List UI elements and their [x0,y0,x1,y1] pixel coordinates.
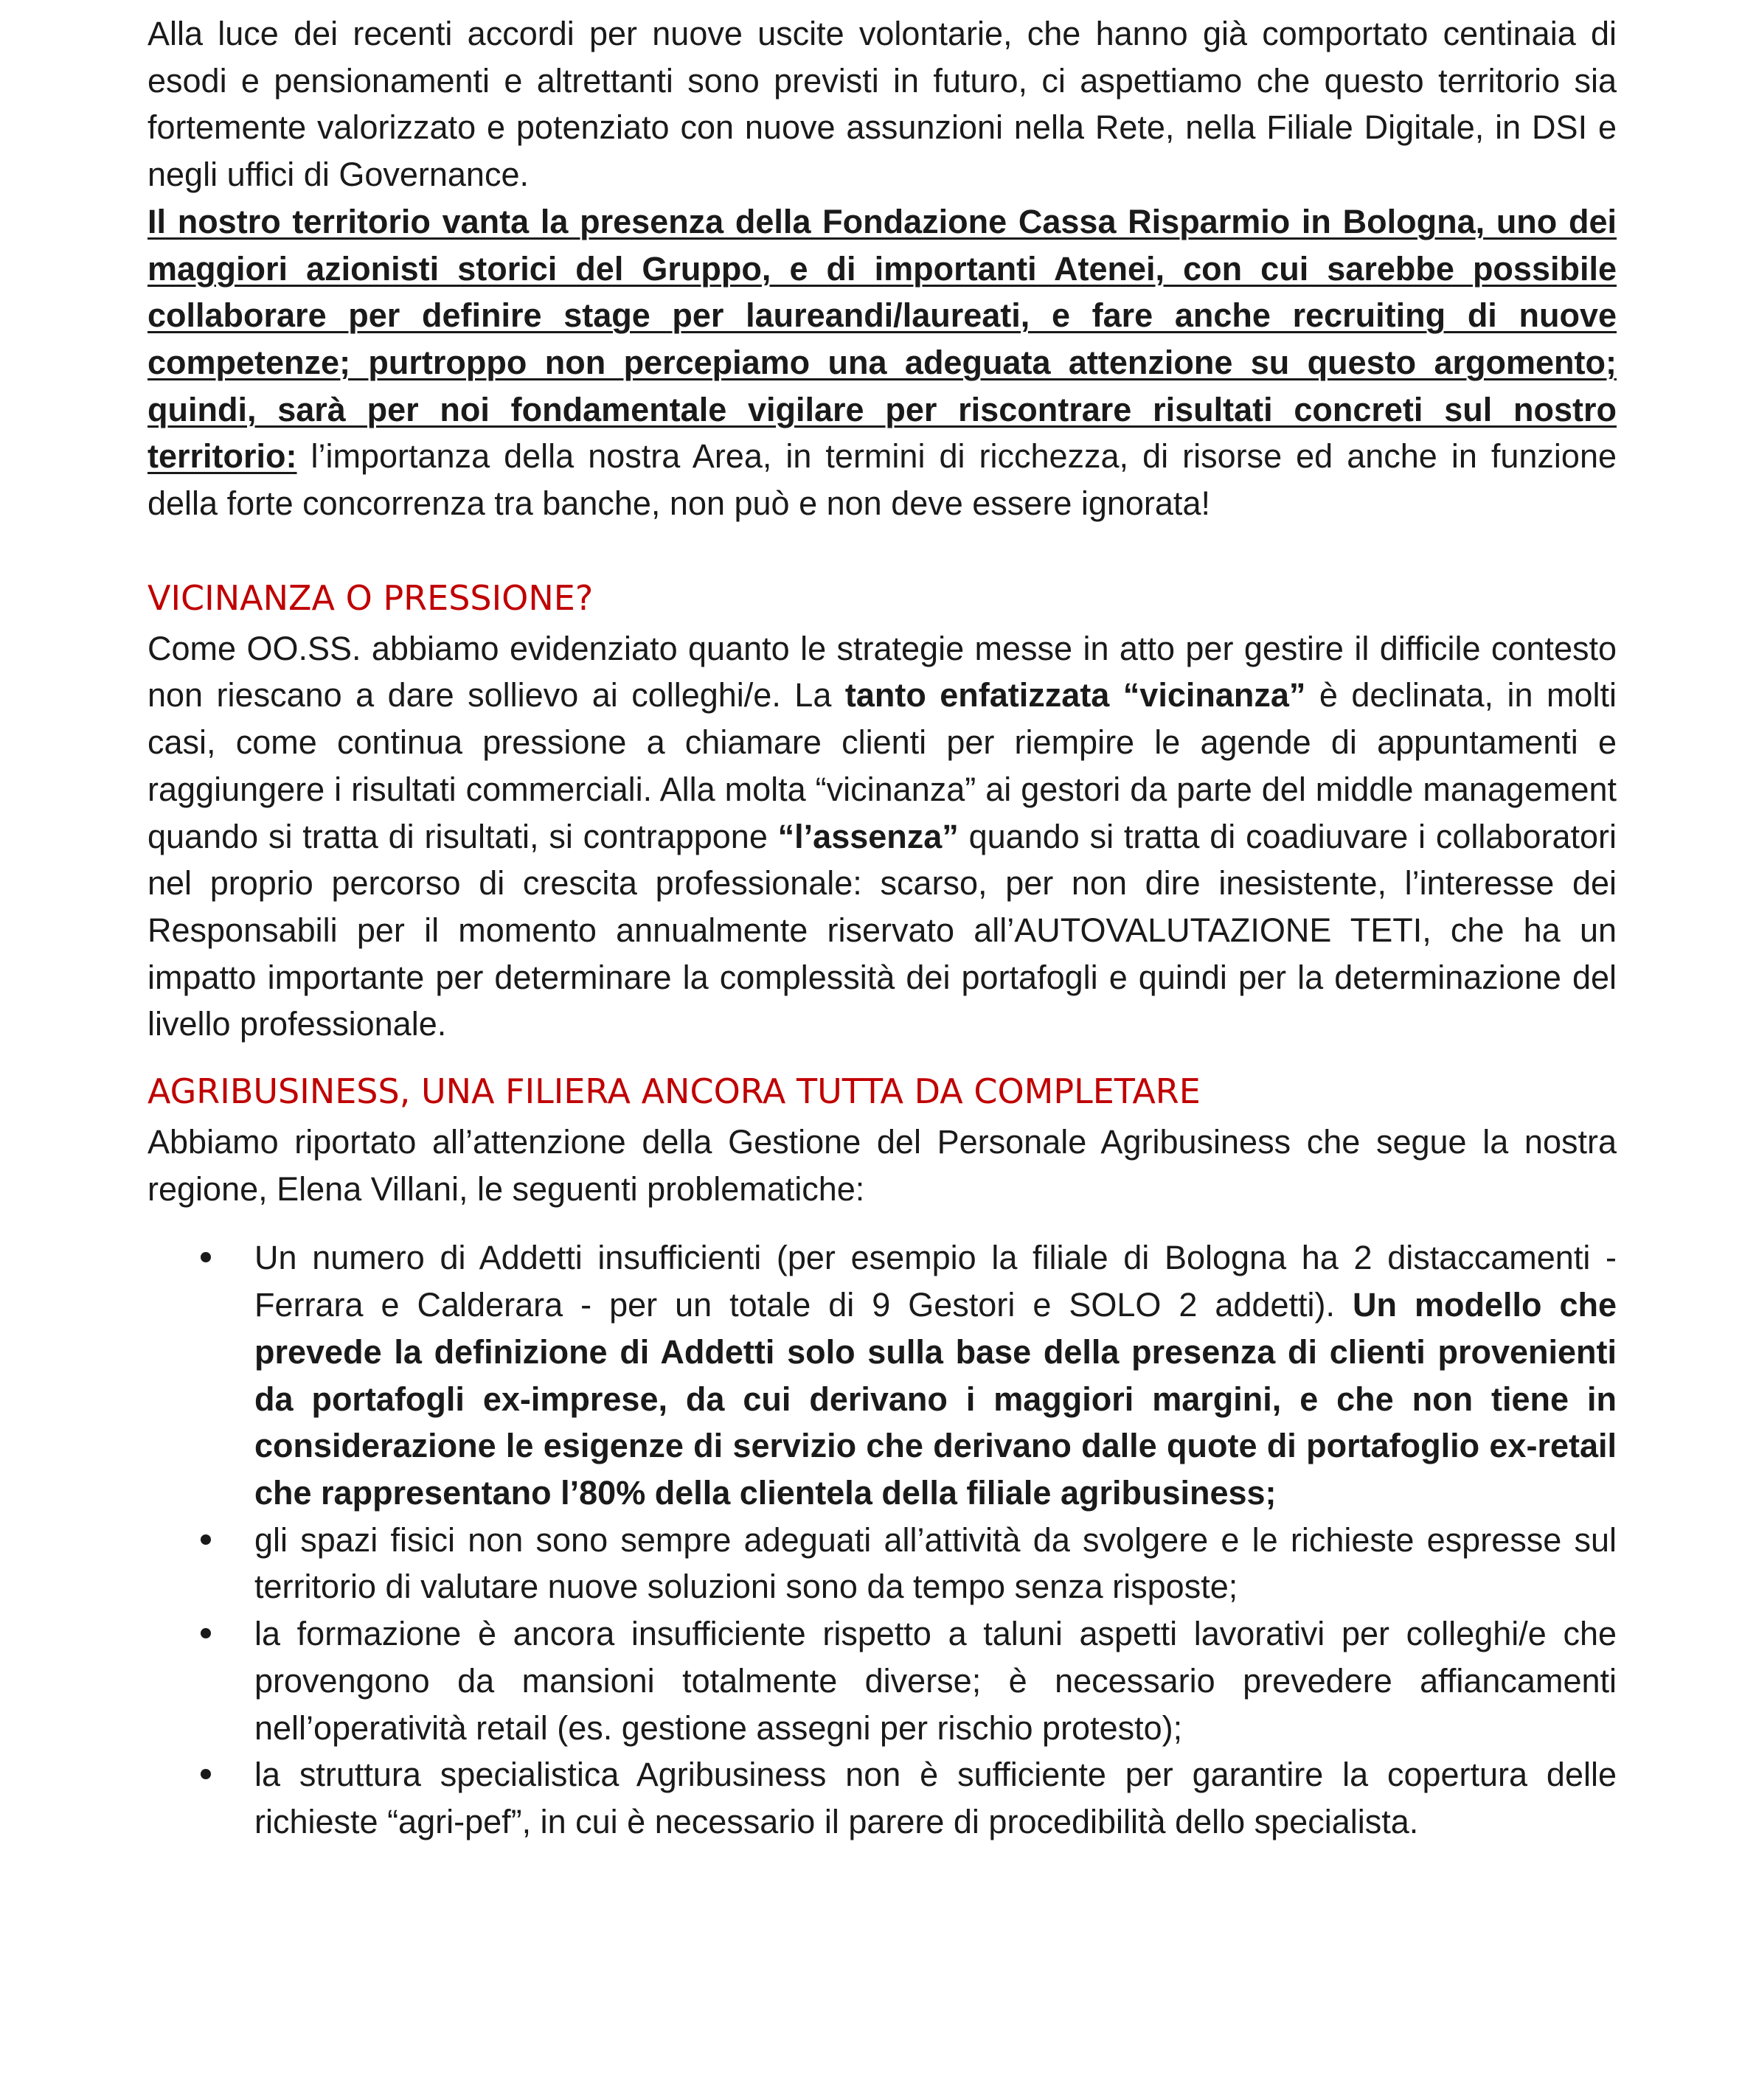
list-item-text: la struttura specialistica Agribusiness non è sufficiente per garantire la copertura delle richieste “agri-pef”, in cui è necessario il parere di procedibilità dello specialista. [254,1756,1617,1840]
bullet-icon [201,1252,211,1262]
vicinanza-text-3: quando si tratta di coadiuvare i collaboratori nel proprio percorso di crescita professionale: scarso, per non dire inesistente, l’interesse dei Responsabili per il momento annualmente riservato all’AUTOVALUTAZIONE TETI, che ha un impatto importante per determinare la complessità dei portafogli e quindi per la determinazione del livello professionale. [148,817,1617,1043]
vicinanza-bold-2: “l’assenza” [777,817,959,855]
section-heading-vicinanza: VICINANZA O PRESSIONE? [148,577,594,618]
intro-bold-underlined-text: Il nostro territorio vanta la presenza della Fondazione Cassa Risparmio in Bologna, uno dei maggiori azionisti storici del Gruppo, e di importanti Atenei, con cui sarebbe possibile collaborare per definire stage per laureandi/laureati, e fare anche recruiting di nuove competenze; purtroppo non percepiamo una adeguata attenzione su questo argomento; quindi, sarà per noi fondamentale vigilare per riscontrare risultati concreti sul nostro territorio: [148,202,1617,476]
list-item [148,1751,1617,1845]
list-item [148,1610,1617,1751]
list-item-text: gli spazi fisici non sono sempre adeguati all’attività da svolgere e le richieste espresse sul territorio di valutare nuove soluzioni sono da tempo senza risposte; [254,1520,1617,1606]
vicinanza-paragraph [148,625,1617,1048]
intro-paragraph [148,10,1617,527]
intro-text-end: l’importanza della nostra Area, in termini di ricchezza, di risorse ed anche in funzione della forte concorrenza tra banche, non può e non deve essere ignorata! [148,437,1617,523]
list-item [148,1517,1617,1610]
section-heading-agribusiness: AGRIBUSINESS, UNA FILIERA ANCORA TUTTA DA COMPLETARE [148,1071,1201,1112]
list-item-text: Un numero di Addetti insufficienti (per esempio la filiale di Bologna ha 2 distaccamenti - Ferrara e Calderara - per un totale di 9 Gestori e SOLO 2 addetti). [254,1239,1617,1324]
list-item-bold-text: Un modello che prevede la definizione di Addetti solo sulla base della presenza di clienti provenienti da portafogli ex-imprese, da cui derivano i maggiori margini, e che non tiene in considerazione le esigenze di servizio che derivano dalle quote di portafoglio ex-retail che rappresentano l’80% della clientela della filiale agribusiness; [254,1286,1617,1512]
document-page [148,10,1617,1846]
list-item [148,1234,1617,1516]
bullet-icon [201,1769,211,1779]
vicinanza-text-2: è declinata, in molti casi, come continua pressione a chiamare clienti per riempire le agende di appuntamenti e raggiungere i risultati commerciali. Alla molta “vicinanza” ai gestori da parte del middle management quando si tratta di risultati, si contrappone [148,676,1617,855]
bullet-icon [201,1628,211,1638]
agribusiness-problem-list [148,1234,1617,1845]
intro-text-start: Alla luce dei recenti accordi per nuove uscite volontarie, che hanno già comportato centinaia di esodi e pensionamenti e altrettanti sono previsti in futuro, ci aspettiamo che questo territorio sia fortemente valorizzato e potenziato con nuove assunzioni nella Rete, nella Filiale Digitale, in DSI e negli uffici di Governance. [148,15,1617,194]
vicinanza-bold-1: tanto enfatizzata “vicinanza” [844,676,1306,715]
agribusiness-intro: Abbiamo riportato all’attenzione della Gestione del Personale Agribusiness che segue la nostra regione, Elena Villani, le seguenti problematiche: [148,1123,1617,1208]
bullet-icon [201,1534,211,1545]
list-item-text: la formazione è ancora insufficiente rispetto a taluni aspetti lavorativi per colleghi/e che provengono da mansioni totalmente diverse; è necessario prevedere affiancamenti nell’operatività retail (es. gestione assegni per rischio protesto); [254,1615,1617,1747]
vicinanza-text-1: Come OO.SS. abbiamo evidenziato quanto le strategie messe in atto per gestire il difficile contesto non riescano a dare sollievo ai colleghi/e. La [148,629,1617,715]
